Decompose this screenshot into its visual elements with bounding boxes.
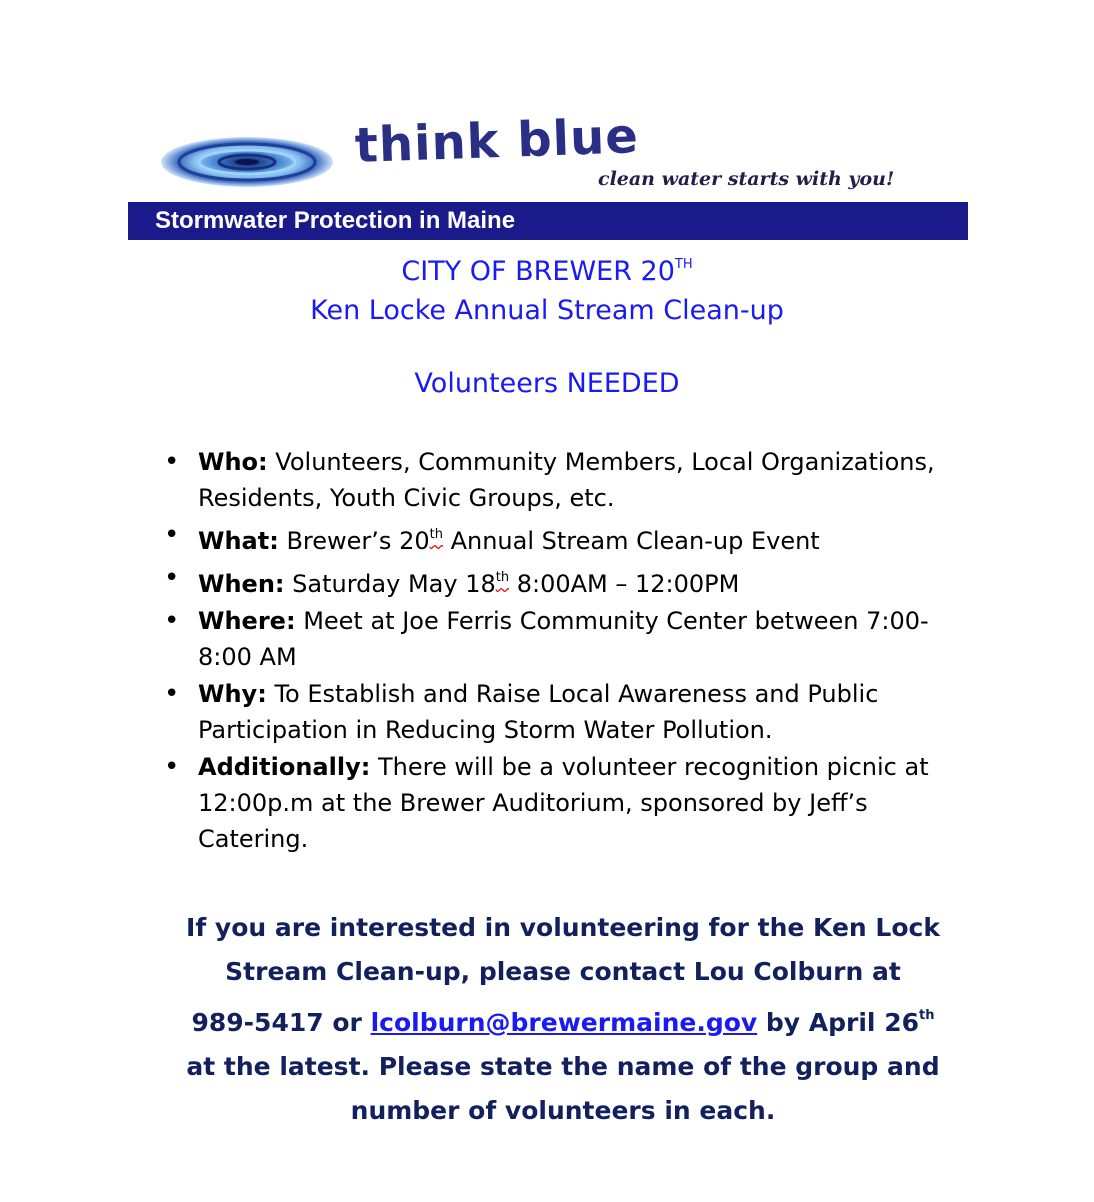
list-item-where [198, 603, 958, 675]
contact-deadline-sup: th [919, 1008, 935, 1023]
list-item-when [198, 560, 958, 602]
list-item-what [198, 517, 958, 559]
event-title [0, 256, 1094, 287]
volunteers-needed-heading: Volunteers NEEDED [414, 368, 680, 399]
contact-email-link[interactable]: lcolburn@brewermaine.gov [370, 1008, 758, 1037]
additionally-text: There will be a volunteer recognition picnic at 12:00p.m at the Brewer Auditorium, sponsored by Jeff’s Catering. [198, 753, 929, 853]
list-item-additionally [198, 749, 958, 857]
why-text: To Establish and Raise Local Awareness and Public Participation in Reducing Storm Water Pollution. [198, 680, 879, 744]
who-label: Who: [198, 448, 268, 476]
when-label: When: [198, 570, 285, 598]
where-label: Where: [198, 607, 296, 635]
contact-line-3 [148, 994, 978, 1045]
what-text: Brewer’s 20 [286, 527, 430, 555]
brand-name: think blue [354, 108, 640, 174]
why-label: Why: [198, 680, 267, 708]
what-text-rest: Annual Stream Clean-up Event [442, 527, 820, 555]
contact-line-1: If you are interested in volunteering for the Ken Lock [186, 913, 940, 942]
think-blue-logo [160, 108, 960, 198]
additionally-label: Additionally: [198, 753, 371, 781]
what-sup: th [429, 527, 443, 542]
who-text: Volunteers, Community Members, Local Organizations, Residents, Youth Civic Groups, etc. [198, 448, 935, 512]
contact-line-2: Stream Clean-up, please contact Lou Colburn at [225, 957, 901, 986]
contact-phone: 989-5417 or [191, 1008, 371, 1037]
event-subtitle: Ken Locke Annual Stream Clean-up [310, 295, 784, 326]
event-title-text: CITY OF BREWER 20 [401, 256, 675, 287]
what-label: What: [198, 527, 279, 555]
brand-tagline: clean water starts with you! [598, 168, 895, 190]
when-sup: th [495, 570, 510, 585]
contact-deadline: by April 26 [757, 1008, 919, 1037]
list-item-who [198, 444, 958, 516]
water-ripple-icon [160, 136, 335, 188]
list-item-why [198, 676, 958, 748]
when-text-rest: 8:00AM – 12:00PM [509, 570, 740, 598]
contact-line-5: number of volunteers in each. [350, 1096, 776, 1125]
event-title-sup: TH [674, 257, 693, 272]
banner-text: Stormwater Protection in Maine [155, 207, 516, 234]
contact-line-4: at the latest. Please state the name of the group and [186, 1052, 940, 1081]
where-text: Meet at Joe Ferris Community Center between 7:00-8:00 AM [198, 607, 929, 671]
banner [128, 202, 968, 240]
when-text: Saturday May 18 [292, 570, 496, 598]
contact-info [148, 906, 978, 1133]
event-details-list [198, 444, 958, 858]
